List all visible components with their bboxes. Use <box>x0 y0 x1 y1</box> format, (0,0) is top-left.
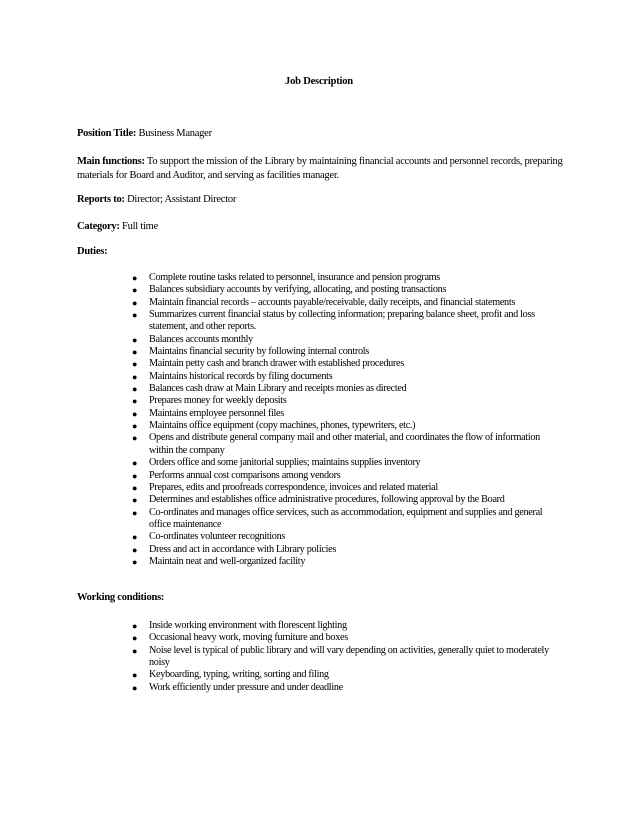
list-item: ● Keyboarding, typing, writing, sorting and filing <box>132 669 329 681</box>
list-item: ● Summarizes current financial status by collecting information; preparing balance sheet, profit and loss statement, and other reports. <box>132 309 535 333</box>
bullet-icon: ● <box>132 621 138 631</box>
list-item: ● Maintain neat and well-organized facility <box>132 555 306 567</box>
bullet-icon: ● <box>132 334 138 345</box>
position-title-value: Business Manager <box>138 128 212 139</box>
list-item: ● Prepares money for weekly deposits <box>132 395 287 407</box>
working-conditions-heading: Working conditions: <box>77 592 165 603</box>
list-item: ● Co-ordinates volunteer recognitions <box>132 531 286 543</box>
duties-heading: Duties: <box>77 246 108 257</box>
bullet-icon: ● <box>132 482 138 493</box>
list-item: ● Orders office and some janitorial supplies; maintains supplies inventory <box>132 457 421 469</box>
position-title-field <box>77 127 567 141</box>
bullet-icon: ● <box>132 532 138 543</box>
bullet-icon: ● <box>132 633 138 644</box>
list-item: ● Work efficiently under pressure and under deadline <box>132 681 343 693</box>
list-item: ● Maintains office equipment (copy machines, phones, typewriters, etc.) <box>132 420 416 432</box>
list-item: ● Performs annual cost comparisons among vendors <box>132 469 341 481</box>
category-field <box>77 220 567 234</box>
bullet-icon: ● <box>132 682 138 693</box>
bullet-icon: ● <box>132 645 138 656</box>
main-functions-label: Main functions: <box>77 156 145 167</box>
page-title: Job Description <box>285 76 353 87</box>
list-item: ● Co-ordinates and manages office services, such as accommodation, equipment and supplies and general office maintenance <box>132 506 543 530</box>
list-item: ● Maintains financial security by following internal controls <box>132 346 369 358</box>
bullet-icon: ● <box>132 273 138 283</box>
list-item: ● Balances subsidiary accounts by verifying, allocating, and posting transactions <box>132 284 447 296</box>
bullet-icon: ● <box>132 285 138 296</box>
list-item: ● Maintains employee personnel files <box>132 407 284 419</box>
list-item: ● Complete routine tasks related to personnel, insurance and pension programs <box>132 272 440 283</box>
list-item: ● Inside working environment with florescent lighting <box>132 620 347 631</box>
main-functions-value: To support the mission of the Library by maintaining financial accounts and personnel records, preparing materials for Board and Auditor, and serving as facilities manager. <box>77 156 563 181</box>
position-title-label: Position Title: <box>77 128 137 139</box>
bullet-icon: ● <box>132 408 138 419</box>
list-item: ● Balances accounts monthly <box>132 333 253 345</box>
bullet-icon: ● <box>132 396 138 407</box>
list-item: ● Balances cash draw at Main Library and receipts monies as directed <box>132 383 407 395</box>
bullet-icon: ● <box>132 297 138 308</box>
bullet-icon: ● <box>132 310 138 321</box>
reports-to-value: Director; Assistant Director <box>127 194 237 205</box>
duties-list <box>132 272 562 568</box>
main-functions-field <box>77 155 567 182</box>
list-item: ● Opens and distribute general company mail and other material, and coordinates the flow of information within the company <box>132 432 540 456</box>
list-item: ● Maintains historical records by filing documents <box>132 370 333 382</box>
list-item: ● Occasional heavy work, moving furniture and boxes <box>132 632 348 644</box>
working-conditions-list <box>132 620 562 694</box>
bullet-icon: ● <box>132 495 138 506</box>
bullet-icon: ● <box>132 544 138 555</box>
bullet-icon: ● <box>132 670 138 681</box>
bullet-icon: ● <box>132 507 138 518</box>
list-item: ● Noise level is typical of public library and will vary depending on activities, generally quiet to moderately noisy <box>132 644 549 669</box>
bullet-icon: ● <box>132 470 138 481</box>
bullet-icon: ● <box>132 371 138 382</box>
bullet-icon: ● <box>132 458 138 469</box>
reports-to-label: Reports to: <box>77 194 125 205</box>
bullet-icon: ● <box>132 556 138 567</box>
category-label: Category: <box>77 221 120 232</box>
list-item: ● Maintain financial records – accounts payable/receivable, daily receipts, and financial statements <box>132 296 516 308</box>
list-item: ● Determines and establishes office administrative procedures, following approval by the Board <box>132 494 505 506</box>
list-item: ● Maintain petty cash and branch drawer with established procedures <box>132 358 404 370</box>
bullet-icon: ● <box>132 421 138 432</box>
list-item: ● Prepares, edits and proofreads correspondence, invoices and related material <box>132 481 438 493</box>
bullet-icon: ● <box>132 384 138 395</box>
bullet-icon: ● <box>132 347 138 358</box>
bullet-icon: ● <box>132 433 138 444</box>
category-value: Full time <box>122 221 158 232</box>
reports-to-field <box>77 193 567 207</box>
list-item: ● Dress and act in accordance with Library policies <box>132 543 336 555</box>
bullet-icon: ● <box>132 359 138 370</box>
